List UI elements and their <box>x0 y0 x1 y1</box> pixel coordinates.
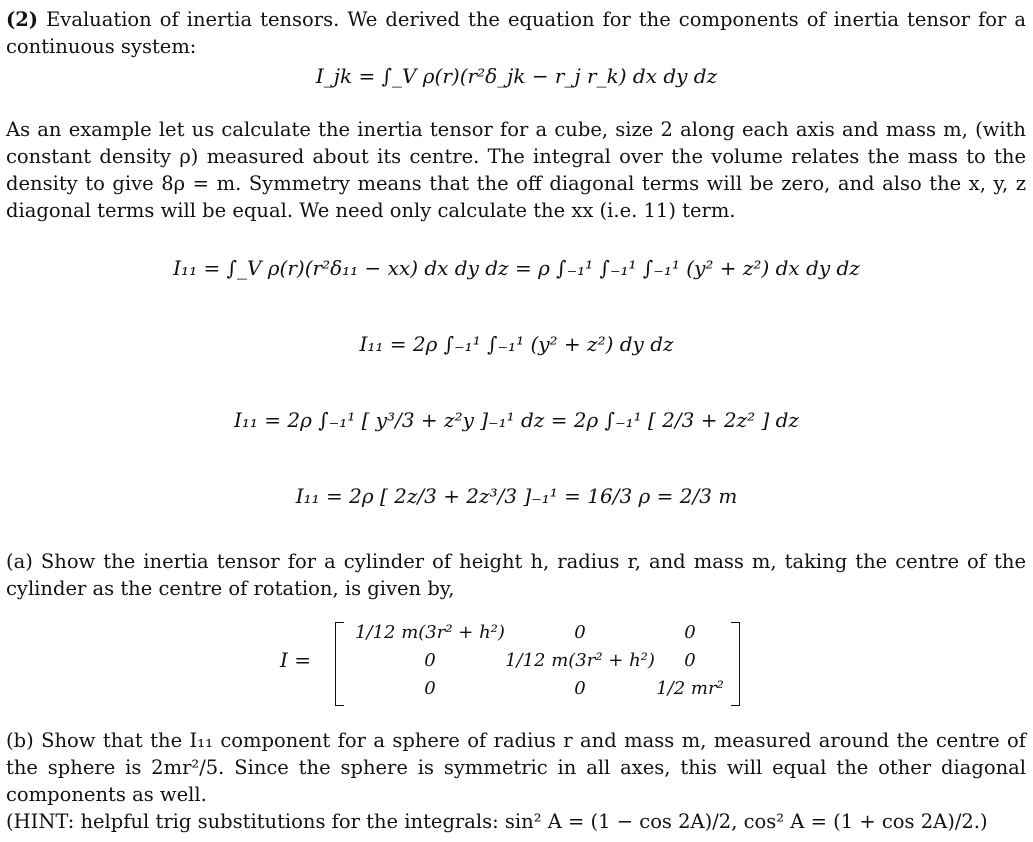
problem-number: (2) <box>6 8 39 31</box>
hint-paragraph: (HINT: helpful trig substitutions for the integrals: sin² A = (1 − cos 2A)/2, cos² A = (1 + cos 2A)/2.) <box>6 810 988 833</box>
matrix-cell-2-2: 1/12 m(3r² + h²) <box>505 650 655 671</box>
intro-text: Evaluation of inertia tensors. We derived the equation for the components of inertia tensor for a continuous system: <box>6 8 1027 58</box>
equation-i11-step4: I₁₁ = 2ρ [ 2z/3 + 2z³/3 ]₋₁¹ = 16/3 ρ = 2/3 m <box>295 484 738 508</box>
matrix-left-bracket <box>335 622 344 706</box>
equation-i11-step1: I₁₁ = ∫_V ρ(r)(r²δ₁₁ − xx) dx dy dz = ρ ∫₋₁¹ ∫₋₁¹ ∫₋₁¹ (y² + z²) dx dy dz <box>173 256 860 280</box>
part-a-paragraph: (a) Show the inertia tensor for a cylinder of height h, radius r, and mass m, taking the centre of the cylinder as the centre of rotation, is given by, <box>6 550 1026 600</box>
matrix-cell-1-3: 0 <box>684 622 696 643</box>
matrix-lhs: I = <box>280 648 312 672</box>
intro-paragraph <box>6 6 1026 60</box>
equation-tensor-definition: I_jk = ∫_V ρ(r)(r²δ_jk − r_j r_k) dx dy dz <box>315 64 718 88</box>
example-paragraph: As an example let us calculate the inertia tensor for a cube, size 2 along each axis and mass m, (with constant density ρ) measured about its centre. The integral over the volume relates the mass to the density to give 8ρ = m. Symmetry means that the off diagonal terms will be zero, and also the x, y, z diagonal terms will be equal. We need only calculate the xx (i.e. 11) term. <box>6 118 1026 222</box>
equation-i11-step2: I₁₁ = 2ρ ∫₋₁¹ ∫₋₁¹ (y² + z²) dy dz <box>359 332 674 356</box>
matrix-cell-2-1: 0 <box>424 650 436 671</box>
matrix-cell-3-3: 1/2 mr² <box>656 678 724 699</box>
matrix-right-bracket <box>731 622 740 706</box>
matrix-cell-3-1: 0 <box>424 678 436 699</box>
part-b-paragraph: (b) Show that the I₁₁ component for a sphere of radius r and mass m, measured around the centre of the sphere is 2mr²/5. Since the sphere is symmetric in all axes, this will equal the other diagonal components as well. <box>6 729 1026 806</box>
equation-i11-step3: I₁₁ = 2ρ ∫₋₁¹ [ y³/3 + z²y ]₋₁¹ dz = 2ρ ∫₋₁¹ [ 2/3 + 2z² ] dz <box>234 408 799 432</box>
inertia-tensor-matrix <box>280 620 740 706</box>
matrix-cell-3-2: 0 <box>574 678 586 699</box>
matrix-cell-1-2: 0 <box>574 622 586 643</box>
matrix-cell-2-3: 0 <box>684 650 696 671</box>
matrix-cell-1-1: 1/12 m(3r² + h²) <box>355 622 505 643</box>
